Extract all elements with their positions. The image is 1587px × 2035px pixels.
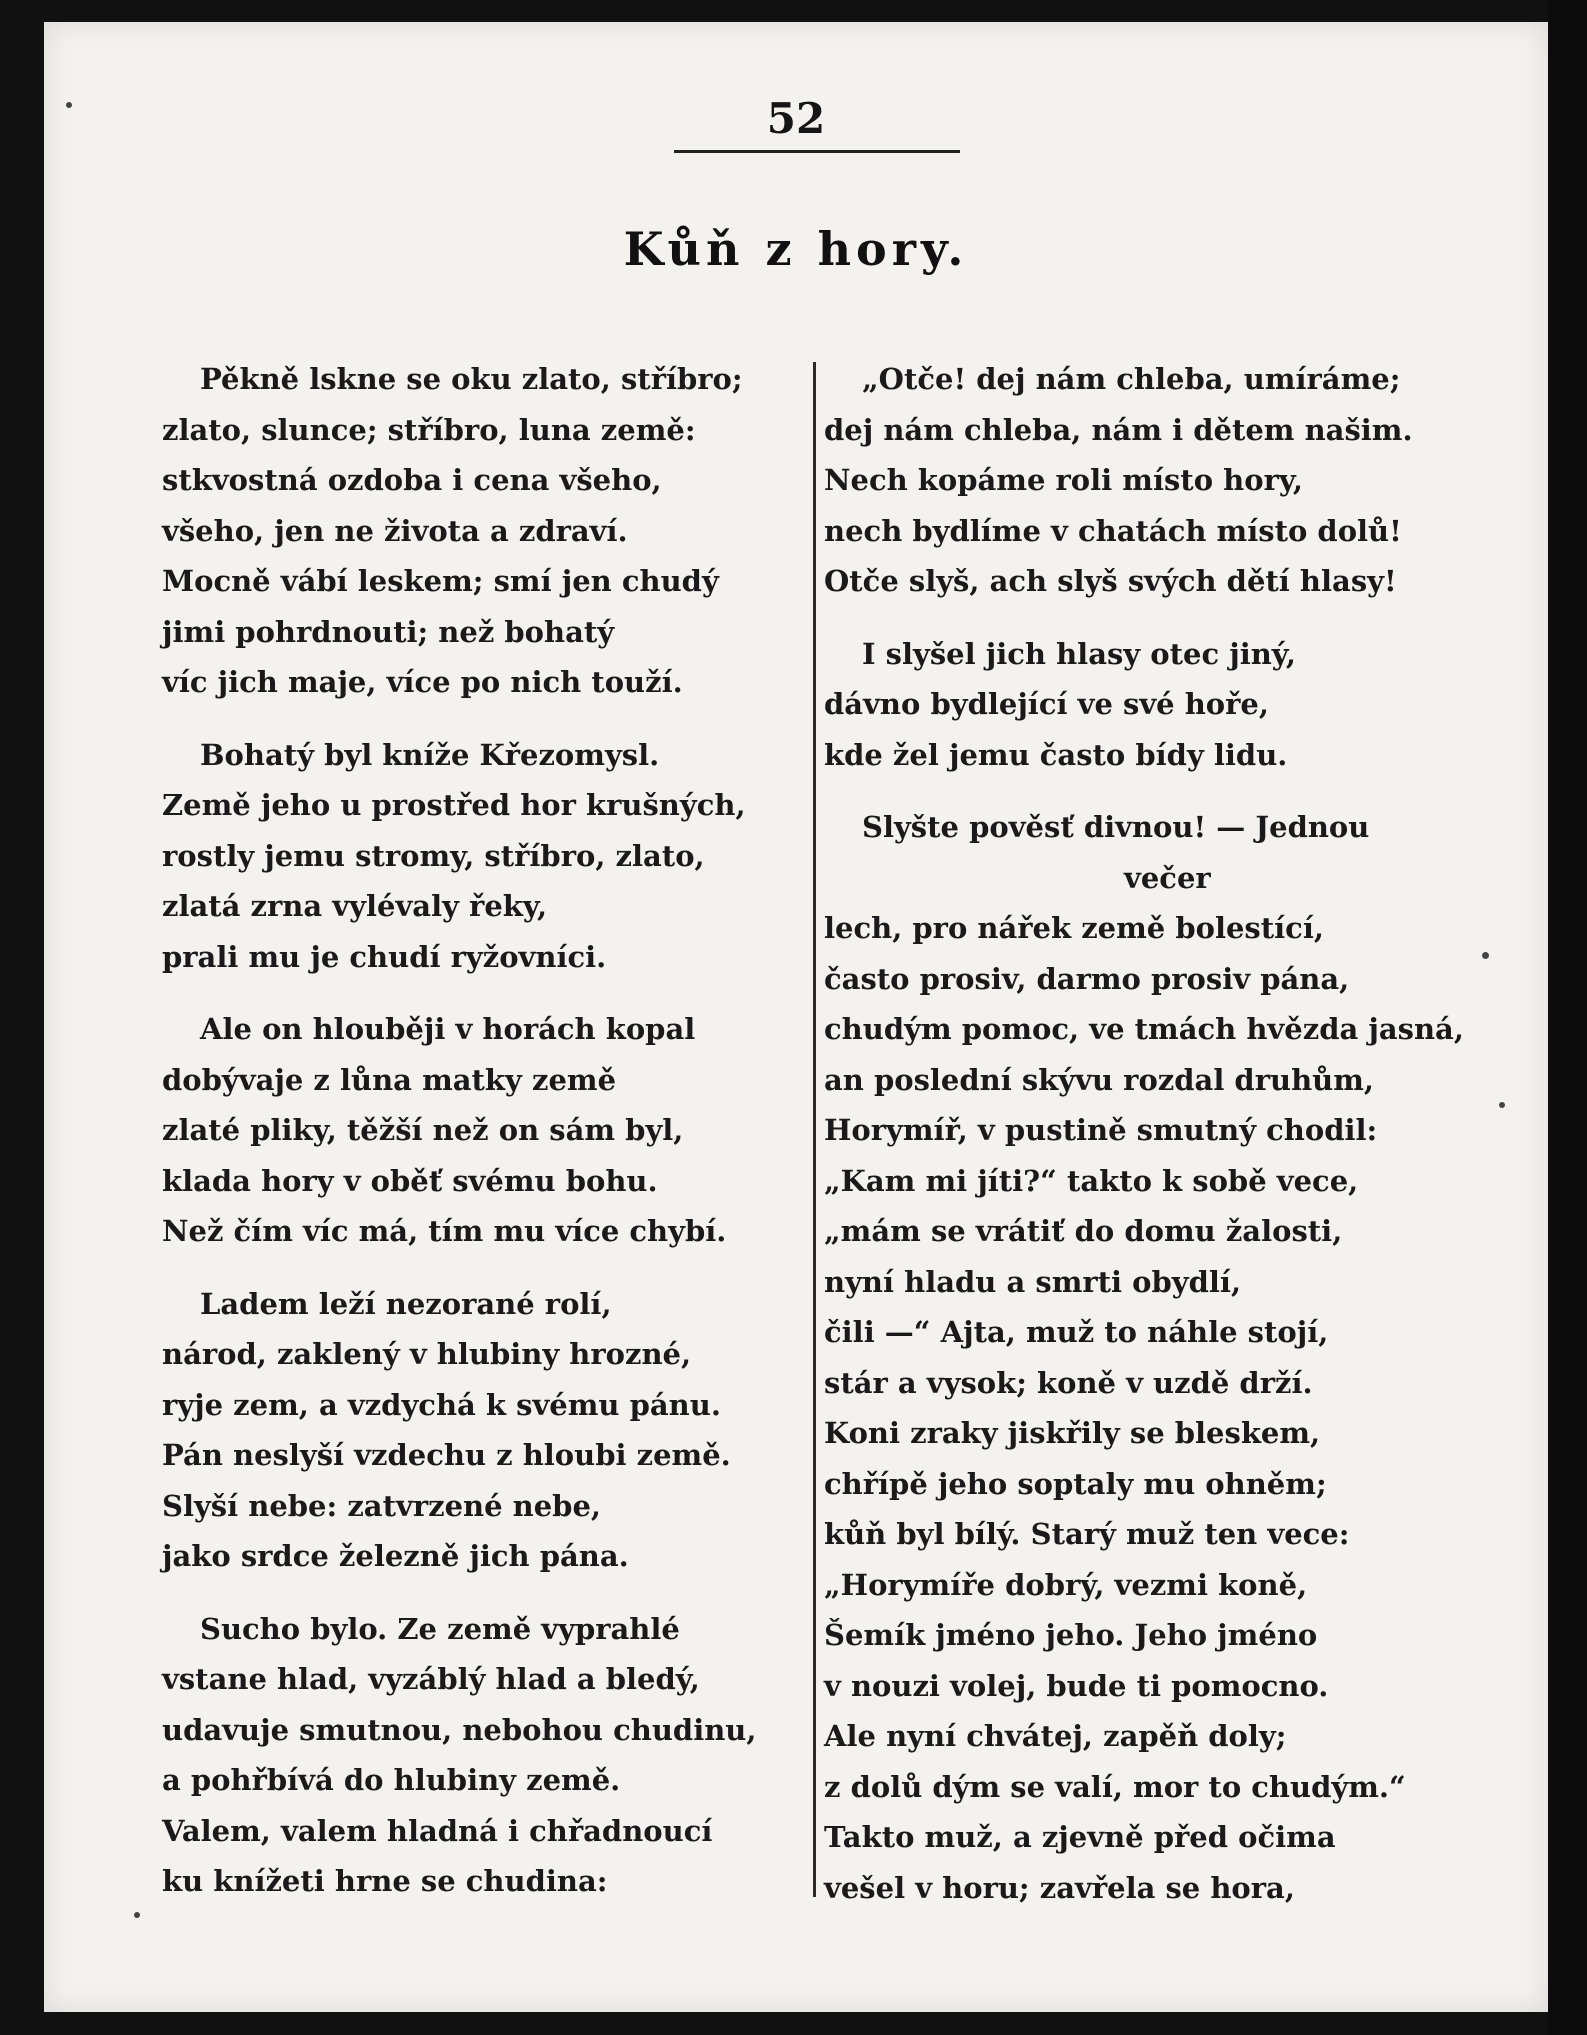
left-stanza (162, 354, 822, 708)
verse-line: dej nám chleba, nám i dětem našim. (824, 412, 1413, 447)
right-stanza (824, 629, 1524, 781)
verse-line: „mám se vrátiť do domu žalosti, (824, 1214, 1343, 1248)
right-column (824, 354, 1524, 1913)
verse-line: Ale nyní chvátej, zapěň doly; (824, 1719, 1287, 1753)
verse-line: Nech kopáme roli místo hory, (824, 463, 1304, 497)
left-stanza (162, 1004, 822, 1257)
print-speck (134, 1912, 140, 1918)
left-column (162, 354, 822, 1907)
verse-line: nech bydlíme v chatách místo dolů! (824, 513, 1402, 548)
verse-line: Než čím víc má, tím mu více chybí. (162, 1214, 727, 1248)
verse-line: Slyší nebe: zatvrzené nebe, (162, 1488, 602, 1523)
verse-line: Slyšte pověsť divnou! — Jednou (862, 810, 1370, 844)
verse-line: Horymíř, v pustině smutný chodil: (824, 1113, 1378, 1147)
verse-line: Valem, valem hladná i chřadnoucí (162, 1813, 713, 1848)
verse-line: I slyšel jich hlasy otec jiný, (862, 636, 1296, 671)
verse-line: stkvostná ozdoba i cena všeho, (162, 463, 662, 497)
verse-line: víc jich maje, více po nich touží. (162, 665, 683, 699)
verse-line: Takto muž, a zjevně před očima (824, 1820, 1336, 1854)
left-stanza (162, 1604, 822, 1907)
verse-line: zlaté pliky, těžší než on sám byl, (162, 1113, 684, 1147)
verse-line: Otče slyš, ach slyš svých dětí hlasy! (824, 564, 1397, 598)
verse-line: „Kam mi jíti?“ takto k sobě vece, (824, 1163, 1359, 1198)
poem-title: Kůň z hory. (623, 222, 969, 276)
verse-line: rostly jemu stromy, stříbro, zlato, (162, 838, 705, 873)
scan-edge (1548, 0, 1587, 2035)
verse-line: chřípě jeho soptaly mu ohněm; (824, 1466, 1327, 1501)
verse-line: prali mu je chudí ryžovníci. (162, 939, 607, 974)
verse-line: jako srdce železně jich pána. (162, 1539, 629, 1573)
verse-line: „Horymíře dobrý, vezmi koně, (824, 1567, 1308, 1602)
verse-line: chudým pomoc, ve tmách hvězda jasná, (824, 1012, 1464, 1046)
verse-line: Bohatý byl kníže Křezomysl. (200, 737, 660, 772)
verse-line: Sucho bylo. Ze země vyprahlé (200, 1611, 680, 1646)
verse-line: lech, pro nářek země bolestící, (824, 911, 1324, 945)
verse-line: zlatá zrna vylévaly řeky, (162, 889, 548, 923)
print-speck (1482, 952, 1489, 959)
column-divider (813, 362, 816, 1897)
verse-line: národ, zaklený v hlubiny hrozné, (162, 1337, 692, 1371)
verse-line: klada hory v oběť svému bohu. (162, 1163, 658, 1198)
verse-line: an poslední skývu rozdal druhům, (824, 1062, 1375, 1097)
left-stanza (162, 730, 822, 983)
verse-line: Šemík jméno jeho. Jeho jméno (824, 1618, 1318, 1652)
verse-line: „Otče! dej nám chleba, umíráme; (862, 362, 1401, 396)
verse-line: zlato, slunce; stříbro, luna země: (162, 412, 696, 447)
verse-line: večer (1124, 860, 1211, 895)
verse-line: čili —“ Ajta, muž to náhle stojí, (824, 1315, 1329, 1349)
verse-line: jimi pohrdnouti; než bohatý (162, 614, 615, 649)
verse-line: dobývaje z lůna matky země (162, 1062, 617, 1097)
verse-line: kůň byl bílý. Starý muž ten vece: (824, 1517, 1350, 1551)
book-page (44, 22, 1548, 2012)
page-number-rule (674, 150, 960, 153)
verse-line: všeho, jen ne života a zdraví. (162, 513, 628, 548)
verse-line: Ladem leží nezorané rolí, (200, 1286, 612, 1321)
verse-line: vstane hlad, vyzáblý hlad a bledý, (162, 1662, 700, 1696)
print-speck (66, 102, 72, 108)
right-stanza (824, 354, 1524, 607)
verse-line: udavuje smutnou, nebohou chudinu, (162, 1712, 757, 1747)
verse-line: v nouzi volej, bude ti pomocno. (824, 1668, 1329, 1703)
verse-line: Koni zraky jiskřily se bleskem, (824, 1416, 1321, 1450)
verse-line: stár a vysok; koně v uzdě drží. (824, 1365, 1313, 1400)
left-stanza (162, 1279, 822, 1582)
verse-line: Mocně vábí leskem; smí jen chudý (162, 564, 719, 598)
verse-line: Pěkně lskne se oku zlato, stříbro; (200, 362, 743, 396)
verse-line: Pán neslyší vzdechu z hloubi země. (162, 1438, 731, 1472)
verse-line: ryje zem, a vzdychá k svému pánu. (162, 1387, 721, 1422)
verse-line: často prosiv, darmo prosiv pána, (824, 961, 1350, 996)
verse-line: dávno bydlející ve své hoře, (824, 687, 1269, 721)
verse-line: nyní hladu a smrti obydlí, (824, 1264, 1242, 1299)
verse-line: ku knížeti hrne se chudina: (162, 1864, 608, 1898)
page-number: 52 (766, 94, 826, 143)
verse-line: Země jeho u prostřed hor krušných, (162, 788, 746, 822)
right-stanza (824, 802, 1524, 1913)
verse-line: a pohřbívá do hlubiny země. (162, 1763, 621, 1797)
verse-line: z dolů dým se valí, mor to chudým.“ (824, 1769, 1406, 1804)
print-speck (1499, 1102, 1505, 1108)
verse-line: Ale on hlouběji v horách kopal (200, 1012, 696, 1046)
verse-line: kde žel jemu často bídy lidu. (824, 737, 1288, 772)
verse-line: vešel v horu; zavřela se hora, (824, 1870, 1295, 1905)
